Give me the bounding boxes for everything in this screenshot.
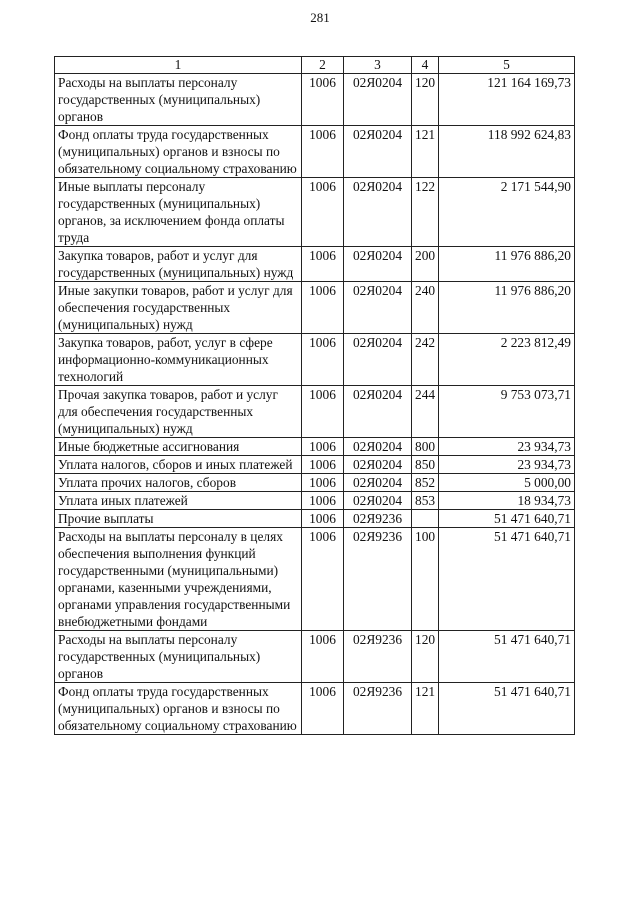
item-name-cell: Расходы на выплаты персоналу государственных (муниципальных) органов [55, 631, 302, 683]
expense-type-cell: 120 [412, 74, 439, 126]
section-code-cell: 1006 [302, 126, 344, 178]
section-code-cell: 1006 [302, 438, 344, 456]
amount-cell: 9 753 073,71 [439, 386, 575, 438]
item-name-cell: Расходы на выплаты персоналу государственных (муниципальных) органов [55, 74, 302, 126]
section-code-cell: 1006 [302, 683, 344, 735]
table-row [55, 492, 575, 510]
table-row [55, 456, 575, 474]
amount-cell: 5 000,00 [439, 474, 575, 492]
expense-type-cell: 242 [412, 334, 439, 386]
header-cell: 4 [412, 57, 439, 74]
target-code-cell: 02Я0204 [344, 178, 412, 247]
target-code-cell: 02Я9236 [344, 631, 412, 683]
item-name-cell: Иные закупки товаров, работ и услуг для обеспечения государственных (муниципальных) нужд [55, 282, 302, 334]
table-row [55, 126, 575, 178]
budget-table [54, 56, 575, 735]
target-code-cell: 02Я9236 [344, 528, 412, 631]
amount-cell: 121 164 169,73 [439, 74, 575, 126]
header-cell: 3 [344, 57, 412, 74]
target-code-cell: 02Я0204 [344, 474, 412, 492]
expense-type-cell: 100 [412, 528, 439, 631]
section-code-cell: 1006 [302, 247, 344, 282]
header-cell: 2 [302, 57, 344, 74]
expense-type-cell: 800 [412, 438, 439, 456]
section-code-cell: 1006 [302, 492, 344, 510]
table-row [55, 683, 575, 735]
section-code-cell: 1006 [302, 456, 344, 474]
target-code-cell: 02Я9236 [344, 683, 412, 735]
header-cell: 5 [439, 57, 575, 74]
item-name-cell: Закупка товаров, работ и услуг для государственных (муниципальных) нужд [55, 247, 302, 282]
target-code-cell: 02Я0204 [344, 386, 412, 438]
amount-cell: 118 992 624,83 [439, 126, 575, 178]
expense-type-cell: 244 [412, 386, 439, 438]
expense-type-cell: 853 [412, 492, 439, 510]
amount-cell: 51 471 640,71 [439, 631, 575, 683]
table-row [55, 334, 575, 386]
amount-cell: 51 471 640,71 [439, 528, 575, 631]
table-row [55, 631, 575, 683]
section-code-cell: 1006 [302, 528, 344, 631]
expense-type-cell [412, 510, 439, 528]
target-code-cell: 02Я0204 [344, 74, 412, 126]
table-row [55, 178, 575, 247]
expense-type-cell: 122 [412, 178, 439, 247]
section-code-cell: 1006 [302, 631, 344, 683]
item-name-cell: Уплата прочих налогов, сборов [55, 474, 302, 492]
item-name-cell: Уплата иных платежей [55, 492, 302, 510]
amount-cell: 23 934,73 [439, 456, 575, 474]
expense-type-cell: 850 [412, 456, 439, 474]
amount-cell: 11 976 886,20 [439, 247, 575, 282]
item-name-cell: Уплата налогов, сборов и иных платежей [55, 456, 302, 474]
table-row [55, 247, 575, 282]
expense-type-cell: 200 [412, 247, 439, 282]
amount-cell: 51 471 640,71 [439, 683, 575, 735]
target-code-cell: 02Я0204 [344, 492, 412, 510]
target-code-cell: 02Я0204 [344, 438, 412, 456]
table-row [55, 282, 575, 334]
target-code-cell: 02Я0204 [344, 282, 412, 334]
target-code-cell: 02Я0204 [344, 126, 412, 178]
section-code-cell: 1006 [302, 474, 344, 492]
target-code-cell: 02Я0204 [344, 456, 412, 474]
amount-cell: 23 934,73 [439, 438, 575, 456]
expense-type-cell: 121 [412, 683, 439, 735]
amount-cell: 11 976 886,20 [439, 282, 575, 334]
table-row [55, 386, 575, 438]
table-row [55, 438, 575, 456]
expense-type-cell: 240 [412, 282, 439, 334]
expense-type-cell: 120 [412, 631, 439, 683]
item-name-cell: Расходы на выплаты персоналу в целях обеспечения выполнения функций государственными (муниципальными) органами, казенными учреждениями, органами управления государственными внебюджетными фондами [55, 528, 302, 631]
expense-type-cell: 852 [412, 474, 439, 492]
item-name-cell: Закупка товаров, работ, услуг в сфере информационно-коммуникационных технологий [55, 334, 302, 386]
amount-cell: 18 934,73 [439, 492, 575, 510]
section-code-cell: 1006 [302, 386, 344, 438]
item-name-cell: Фонд оплаты труда государственных (муниципальных) органов и взносы по обязательному социальному страхованию [55, 683, 302, 735]
item-name-cell: Прочие выплаты [55, 510, 302, 528]
section-code-cell: 1006 [302, 178, 344, 247]
target-code-cell: 02Я9236 [344, 510, 412, 528]
table-row [55, 74, 575, 126]
amount-cell: 2 171 544,90 [439, 178, 575, 247]
target-code-cell: 02Я0204 [344, 334, 412, 386]
header-cell: 1 [55, 57, 302, 74]
page-number: 281 [310, 10, 330, 25]
section-code-cell: 1006 [302, 510, 344, 528]
table-row [55, 510, 575, 528]
table-row [55, 528, 575, 631]
amount-cell: 2 223 812,49 [439, 334, 575, 386]
item-name-cell: Иные бюджетные ассигнования [55, 438, 302, 456]
expense-type-cell: 121 [412, 126, 439, 178]
item-name-cell: Фонд оплаты труда государственных (муниципальных) органов и взносы по обязательному социальному страхованию [55, 126, 302, 178]
item-name-cell: Иные выплаты персоналу государственных (муниципальных) органов, за исключением фонда оплаты труда [55, 178, 302, 247]
item-name-cell: Прочая закупка товаров, работ и услуг для обеспечения государственных (муниципальных) нужд [55, 386, 302, 438]
amount-cell: 51 471 640,71 [439, 510, 575, 528]
section-code-cell: 1006 [302, 334, 344, 386]
section-code-cell: 1006 [302, 282, 344, 334]
section-code-cell: 1006 [302, 74, 344, 126]
table-row [55, 474, 575, 492]
header-row [55, 57, 575, 74]
target-code-cell: 02Я0204 [344, 247, 412, 282]
